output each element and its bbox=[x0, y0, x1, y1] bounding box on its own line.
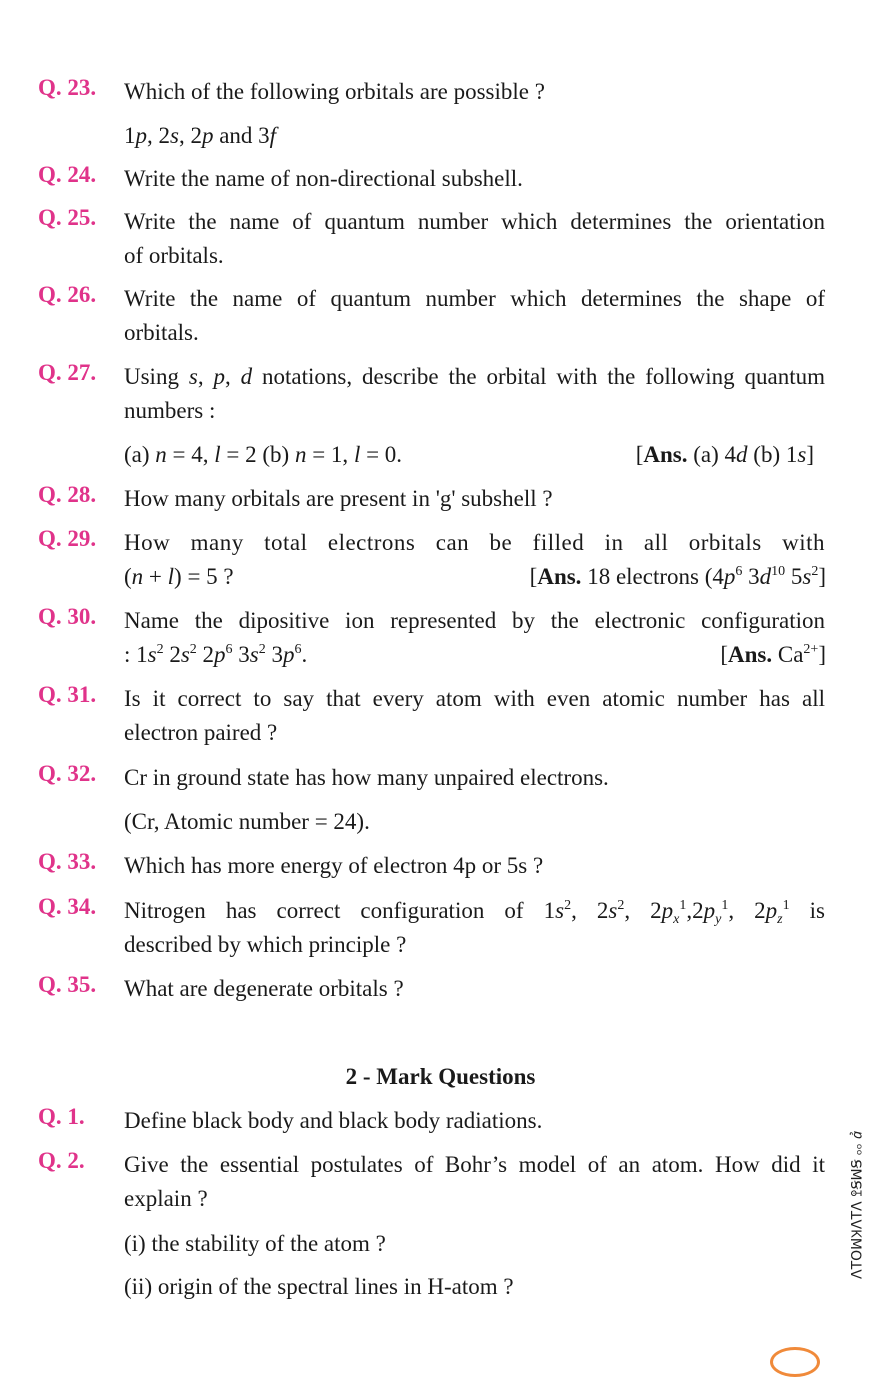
question-text: Which has more energy of electron 4p or 5s ? bbox=[124, 853, 544, 878]
question-number: Q. 26. bbox=[38, 282, 97, 307]
question-text-line1: Name the dipositive ion represented by the electronic configuration bbox=[124, 608, 825, 633]
question-number: Q. 34. bbox=[38, 894, 97, 919]
answer: [Ans. (a) 4d (b) 1s] bbox=[635, 442, 814, 467]
question-number: Q. 33. bbox=[38, 849, 97, 874]
question-note: (Cr, Atomic number = 24). bbox=[124, 809, 370, 834]
answer: [Ans. $Ca^{2+}$] bbox=[720, 642, 826, 667]
question-text-line1: Is it correct to say that every atom with even atomic number has all bbox=[124, 686, 825, 711]
question-options: 1p, 2s, 2p and 3f bbox=[124, 123, 277, 148]
question-text-line2: of orbitals. bbox=[124, 243, 224, 268]
question-text-line2: numbers : bbox=[124, 398, 216, 423]
question-number: Q. 32. bbox=[38, 761, 97, 786]
question-text-line1: Nitrogen has correct configuration of $1s^2$, $2s^2$, $2p_x^1,2p_y^1$, $2p_z^1$ is bbox=[124, 898, 826, 927]
question-number: Q. 1. bbox=[38, 1104, 85, 1129]
question-text-line1: Write the name of quantum number which determines the orientation bbox=[124, 209, 825, 234]
question-number: Q. 25. bbox=[38, 205, 97, 230]
page-corner-decoration bbox=[770, 1347, 820, 1377]
question-text-line2: explain ? bbox=[124, 1186, 208, 1211]
question-number: Q. 2. bbox=[38, 1148, 85, 1173]
side-margin-text: ɅTOꟽꞰɅTɅ ꖶꞨꟽꞨ ₒₒ ꞻ bbox=[849, 1131, 866, 1279]
question-text-line2: (n + l) = 5 ? bbox=[124, 564, 234, 589]
question-number: Q. 29. bbox=[38, 526, 97, 551]
question-text-line2: : $1s^2$ $2s^2$ $2p^6$ $3s^2$ $3p^6$. bbox=[124, 642, 308, 667]
question-text: Write the name of non-directional subshell. bbox=[124, 166, 523, 191]
question-subpart-i: (i) the stability of the atom ? bbox=[124, 1231, 386, 1256]
question-number: Q. 28. bbox=[38, 482, 97, 507]
question-text: How many orbitals are present in 'g' subshell ? bbox=[124, 486, 553, 511]
question-text-line1: Write the name of quantum number which determines the shape of bbox=[124, 286, 825, 311]
question-number: Q. 27. bbox=[38, 360, 97, 385]
question-number: Q. 23. bbox=[38, 75, 97, 100]
question-text: What are degenerate orbitals ? bbox=[124, 976, 404, 1001]
question-text: Cr in ground state has how many unpaired electrons. bbox=[124, 765, 609, 790]
question-number: Q. 24. bbox=[38, 162, 97, 187]
question-text-line2: orbitals. bbox=[124, 320, 199, 345]
question-number: Q. 30. bbox=[38, 604, 97, 629]
question-text-line1: Using s, p, d notations, describe the orbital with the following quantum bbox=[124, 364, 826, 389]
question-number: Q. 31. bbox=[38, 682, 97, 707]
question-subparts: (a) n = 4, l = 2 (b) n = 1, l = 0. bbox=[124, 442, 403, 467]
question-text-line1: How many total electrons can be filled in all orbitals with bbox=[124, 530, 825, 555]
question-text: Which of the following orbitals are possible ? bbox=[124, 79, 545, 104]
question-number: Q. 35. bbox=[38, 972, 97, 997]
question-text-line2: described by which principle ? bbox=[124, 932, 407, 957]
question-subpart-ii: (ii) origin of the spectral lines in H-atom ? bbox=[124, 1274, 514, 1299]
question-text-line1: Give the essential postulates of Bohr’s model of an atom. How did it bbox=[124, 1152, 825, 1177]
question-text-line2: electron paired ? bbox=[124, 720, 278, 745]
section-heading: 2 - Mark Questions bbox=[345, 1064, 536, 1089]
question-text: Define black body and black body radiations. bbox=[124, 1108, 543, 1133]
answer: [Ans. 18 electrons ($4p^6$ $3d^{10}$ $5s^2$] bbox=[529, 564, 826, 589]
